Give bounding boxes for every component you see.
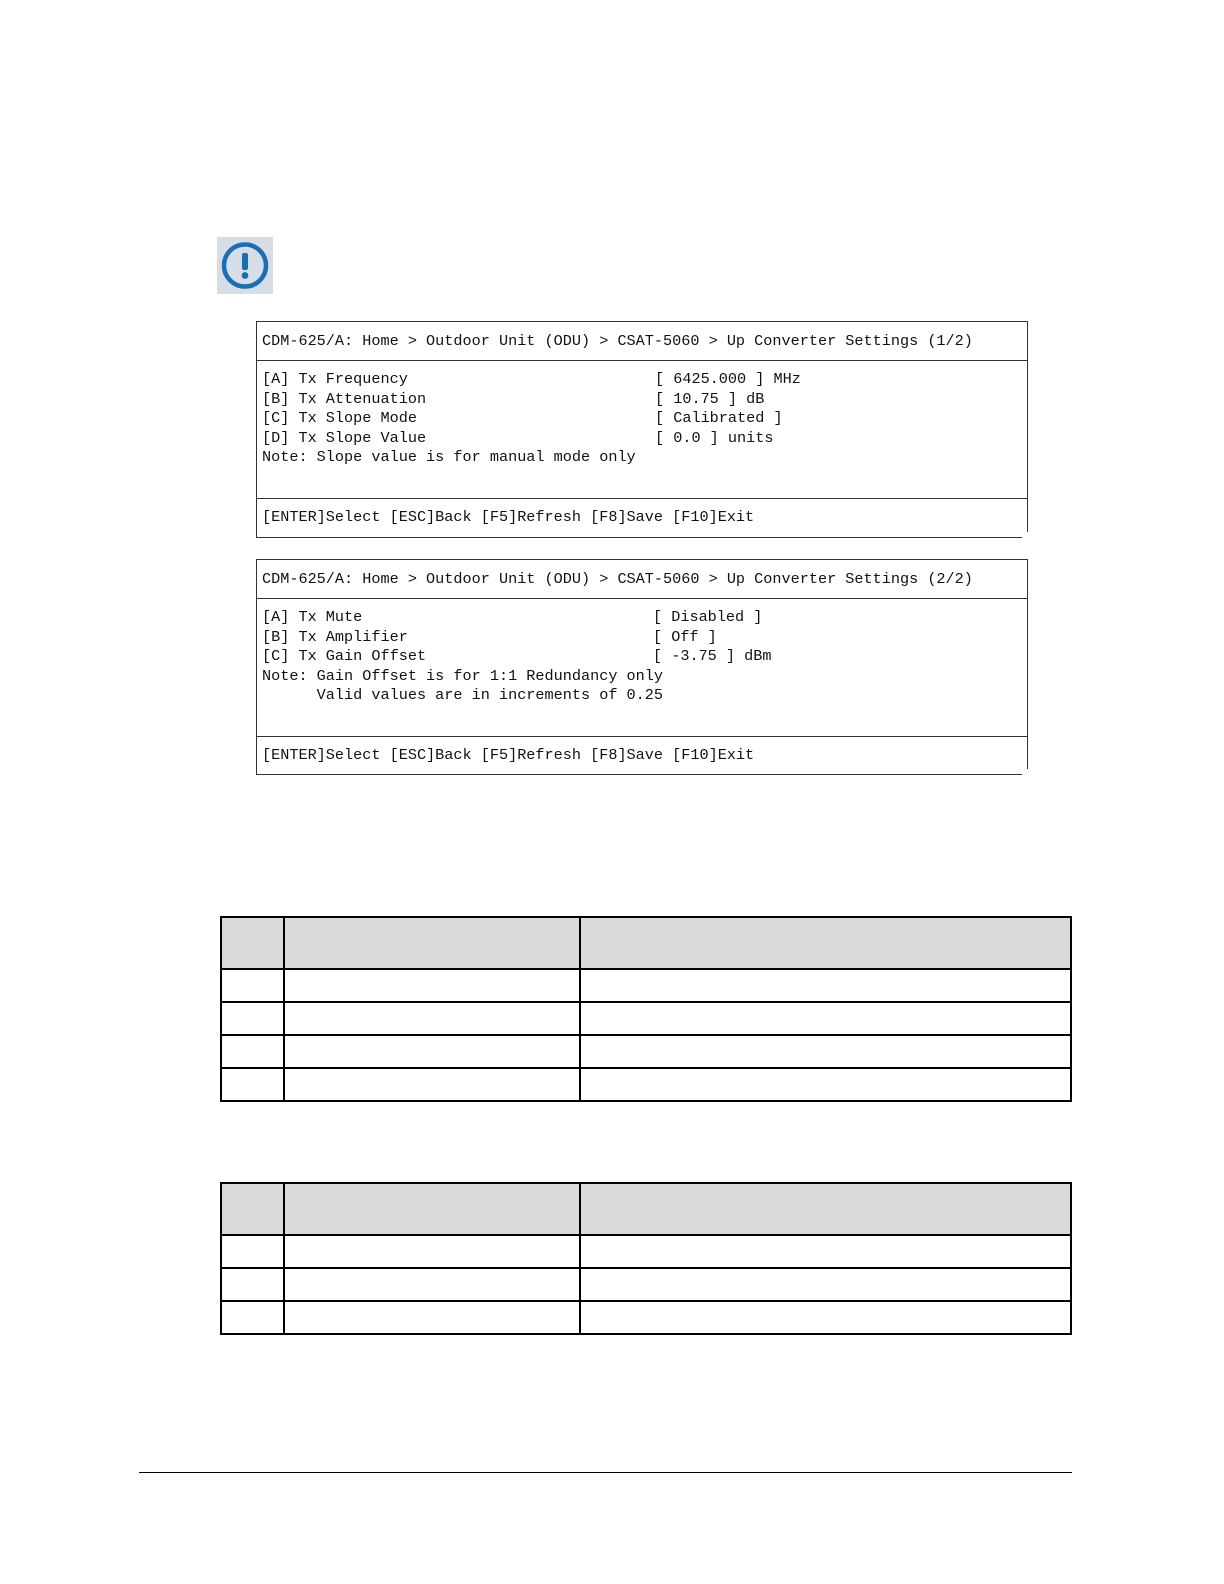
menu-item-label: [D] Tx Slope Value — [262, 428, 427, 447]
function-key-bar: [ENTER]Select [ESC]Back [F5]Refresh [F8]Save [F10]Exit — [257, 736, 1027, 775]
menu-item-tx-mute[interactable] — [262, 608, 1027, 628]
menu-item-label: [C] Tx Slope Mode — [262, 409, 417, 428]
menu-item-value: [ 0.0 ] units — [655, 428, 774, 447]
menu-item-label: [B] Tx Amplifier — [262, 627, 408, 646]
menu-item-value: [ Off ] — [653, 627, 717, 646]
table-row — [221, 1235, 1071, 1268]
screen-note-continued: Valid values are in increments of 0.25 — [262, 686, 664, 705]
menu-item-label: [A] Tx Mute — [262, 608, 363, 626]
menu-item-tx-slope-mode[interactable] — [262, 409, 1027, 429]
up-converter-settings-screen-1 — [256, 321, 1028, 538]
menu-item-value: [ 10.75 ] dB — [655, 389, 765, 408]
settings-table-2 — [220, 1182, 1072, 1335]
table-row — [221, 1301, 1071, 1334]
important-note-icon — [217, 237, 273, 294]
menu-item-value: [ 6425.000 ] MHz — [655, 370, 801, 388]
screen-note: Note: Slope value is for manual mode only — [262, 448, 636, 467]
screen-note: Note: Gain Offset is for 1:1 Redundancy only — [262, 666, 664, 685]
function-key-bar: [ENTER]Select [ESC]Back [F5]Refresh [F8]Save [F10]Exit — [257, 498, 1027, 537]
menu-item-value: [ Calibrated ] — [655, 409, 783, 428]
menu-item-tx-gain-offset[interactable] — [262, 647, 1027, 667]
menu-item-value: [ -3.75 ] dBm — [653, 647, 772, 666]
table-row — [221, 1068, 1071, 1101]
menu-item-tx-attenuation[interactable] — [262, 390, 1027, 410]
menu-item-tx-frequency[interactable] — [262, 370, 1027, 390]
table-row — [221, 1002, 1071, 1035]
screen-menu-body — [257, 361, 1027, 498]
menu-item-label: [A] Tx Frequency — [262, 370, 408, 388]
table-header-row — [221, 917, 1071, 969]
table-row — [221, 1035, 1071, 1068]
menu-item-label: [B] Tx Attenuation — [262, 389, 427, 408]
screen-menu-body — [257, 599, 1027, 736]
menu-item-value: [ Disabled ] — [653, 608, 763, 626]
up-converter-settings-screen-2 — [256, 559, 1028, 775]
menu-item-tx-amplifier[interactable] — [262, 628, 1027, 648]
table-row — [221, 1268, 1071, 1301]
page-footer-rule — [139, 1472, 1072, 1473]
settings-table-1 — [220, 916, 1072, 1102]
table-header-row — [221, 1183, 1071, 1235]
menu-item-tx-slope-value[interactable] — [262, 429, 1027, 449]
screen-breadcrumb-title: CDM-625/A: Home > Outdoor Unit (ODU) > CSAT-5060 > Up Converter Settings (2/2) — [257, 560, 1027, 599]
table-row — [221, 969, 1071, 1002]
menu-item-label: [C] Tx Gain Offset — [262, 647, 427, 666]
screen-breadcrumb-title: CDM-625/A: Home > Outdoor Unit (ODU) > CSAT-5060 > Up Converter Settings (1/2) — [257, 322, 1027, 361]
